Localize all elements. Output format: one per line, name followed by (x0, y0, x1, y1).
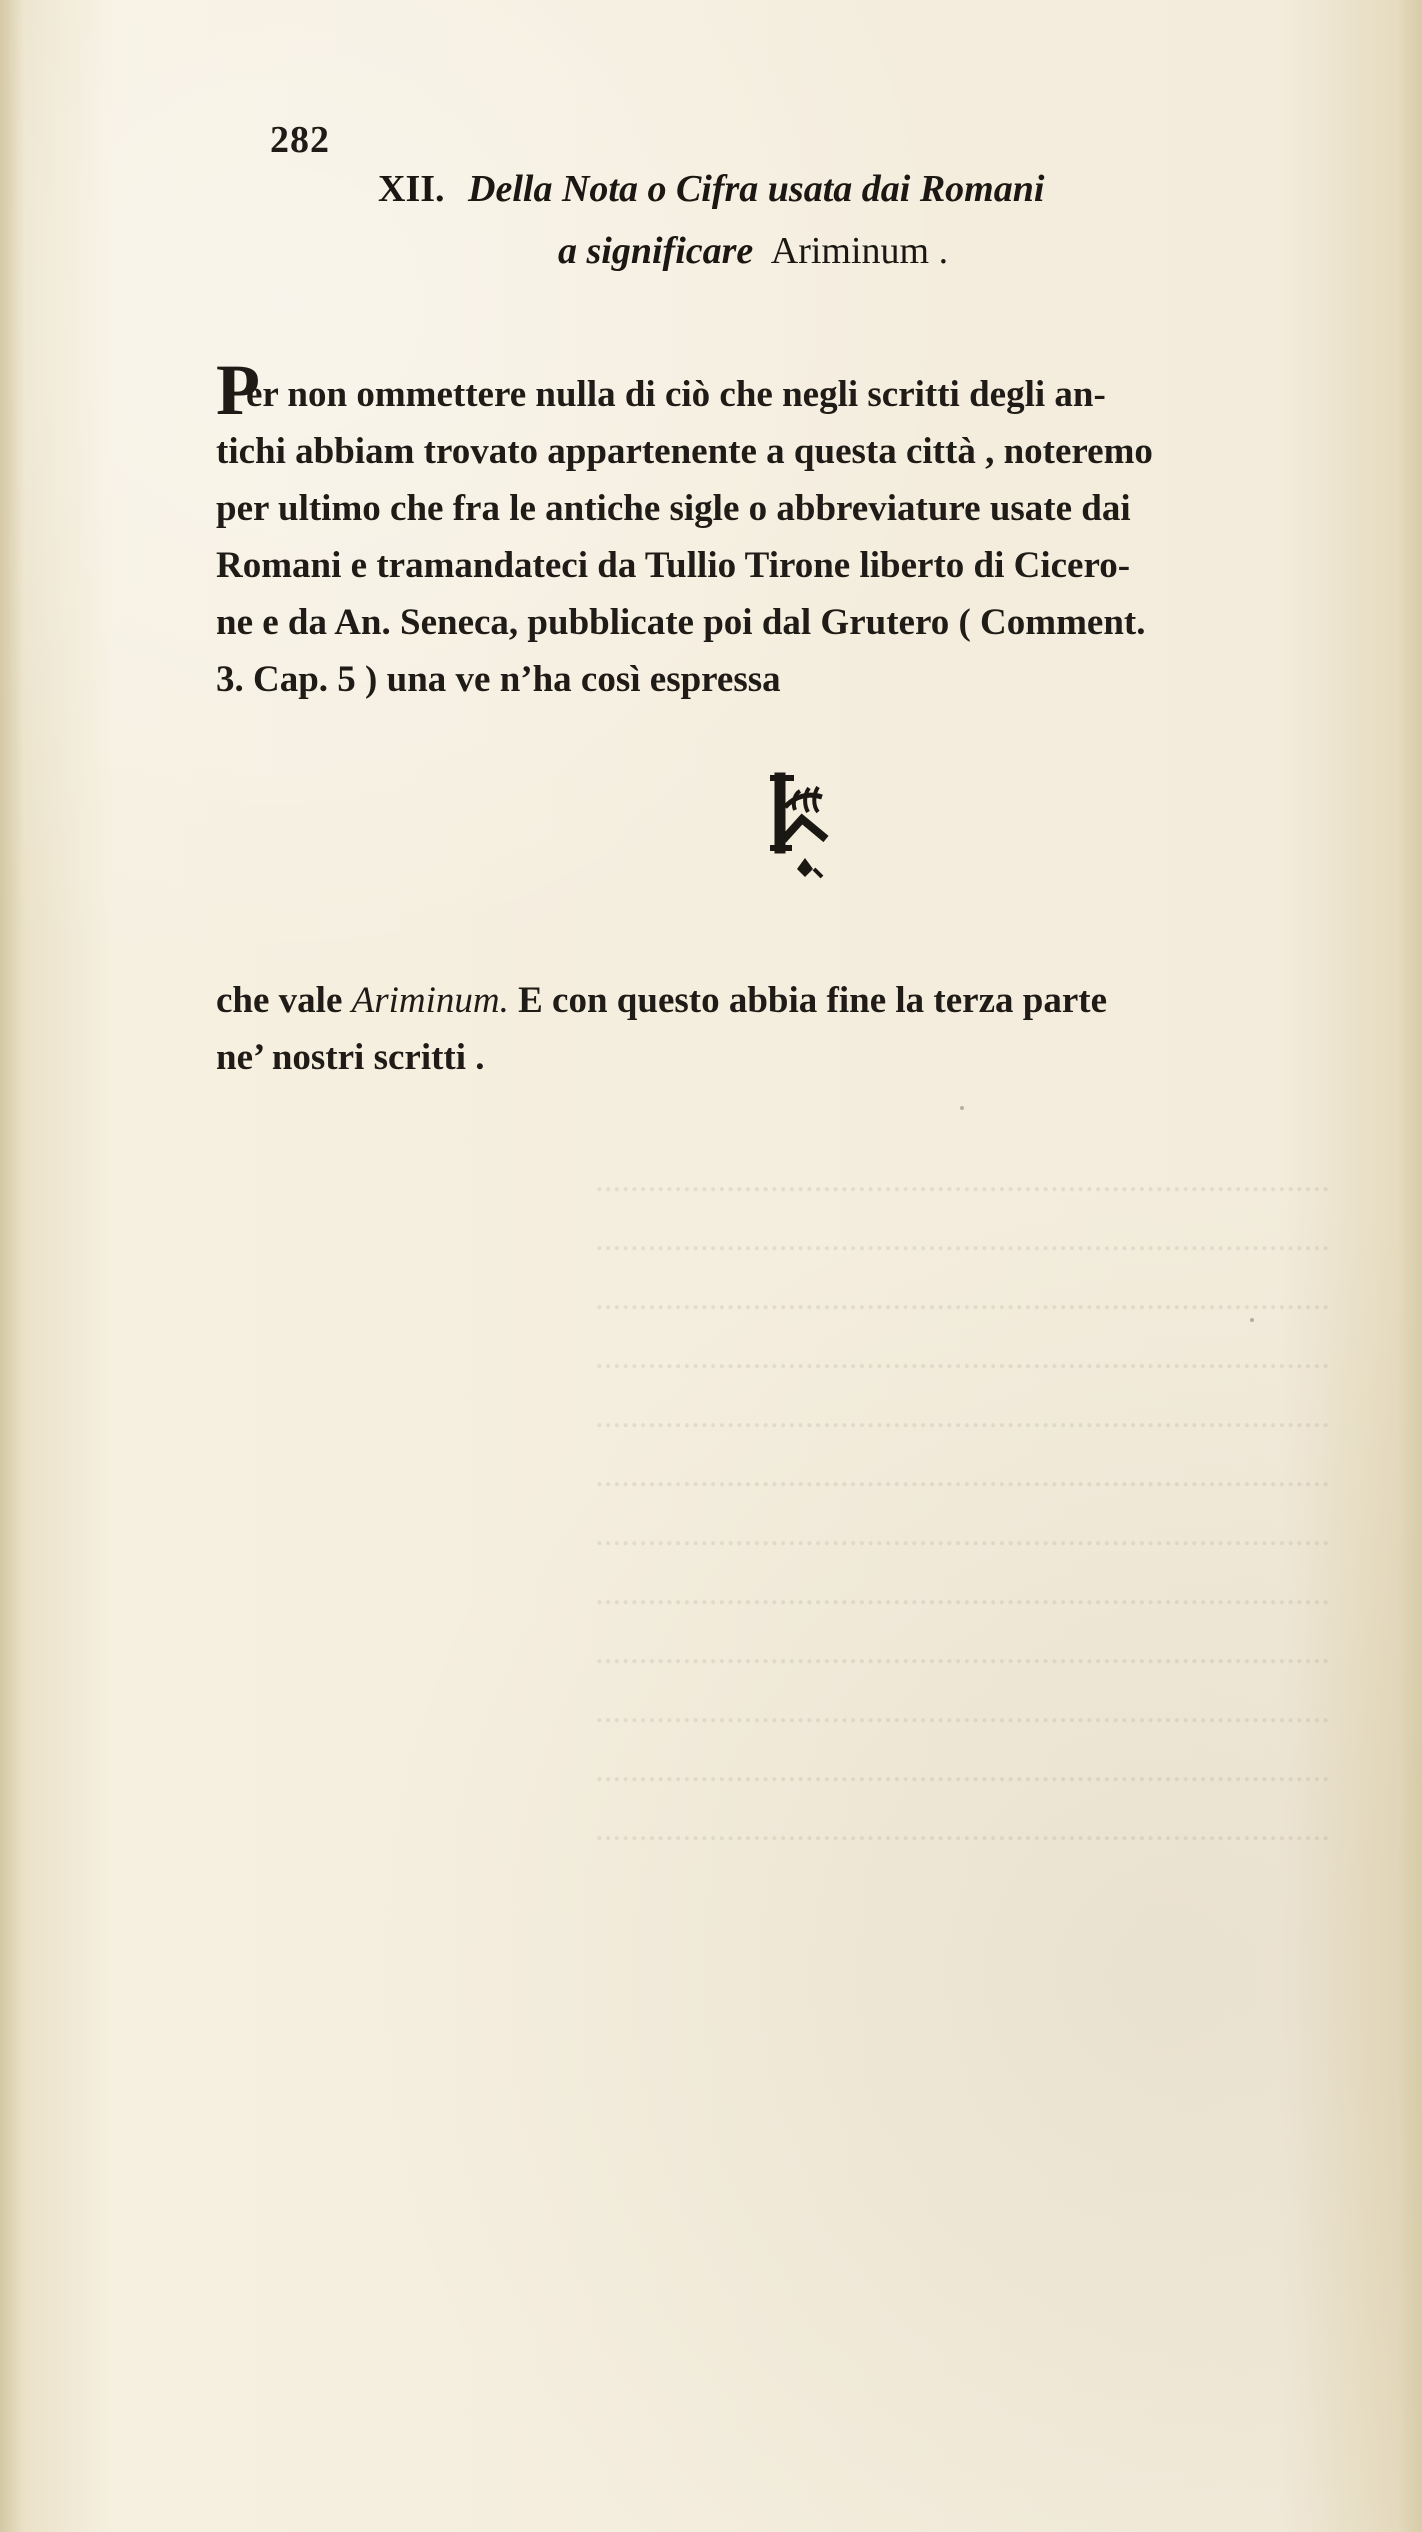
closing-paragraph (216, 972, 1356, 1086)
page-number: 282 (270, 119, 330, 161)
paragraph-line-6: 3. Cap. 5 ) una ve n’ha così espressa (216, 659, 781, 700)
show-through-text: .................................................................................... .................................................................................... .................................................................................... .................................................................................... .................................................................................... .................................................................................... .................................................................................... .................................................................................... .................................................................................... .................................................................................... .................................................................................... .................................................................................... (595, 1160, 1330, 1848)
closing-prefix: che vale (216, 980, 343, 1021)
heading-line-2 (378, 220, 1258, 282)
paragraph-line-1 (216, 350, 1356, 430)
drop-cap: P (216, 350, 260, 430)
heading-place-name: Ariminum . (770, 230, 949, 272)
closing-italic-word: Ariminum. (351, 980, 509, 1021)
heading-title-italic: Della Nota o Cifra usata dai Romani (468, 168, 1045, 210)
paragraph-line-3: per ultimo che fra le antiche sigle o abbreviature usate dai (216, 488, 1131, 529)
closing-line-1 (216, 972, 1356, 1029)
section-number: XII. (378, 168, 445, 210)
paper-speck (1250, 1318, 1254, 1322)
page-left-edge (0, 0, 24, 2532)
paragraph-line-1-text: er non ommettere nulla di ciò che negli scritti degli an- (246, 374, 1106, 415)
paper-speck (960, 1106, 964, 1110)
closing-line-2: ne’ nostri scritti . (216, 1037, 485, 1078)
main-paragraph (216, 350, 1356, 708)
paragraph-line-4: Romani e tramandateci da Tullio Tirone liberto di Cicero- (216, 545, 1131, 586)
closing-suffix: E con questo abbia fine la terza parte (518, 980, 1107, 1021)
paragraph-line-2: tichi abbiam trovato appartenente a questa città , noteremo (216, 431, 1153, 472)
page-right-edge (1398, 0, 1422, 2532)
paragraph-line-5: ne e da An. Seneca, pubblicate poi dal Grutero ( Comment. (216, 602, 1146, 643)
heading-subtitle-italic: a significare (558, 230, 754, 272)
ariminum-cipher-icon (752, 760, 838, 892)
heading-line-1 (378, 158, 1258, 220)
section-heading (378, 158, 1258, 282)
